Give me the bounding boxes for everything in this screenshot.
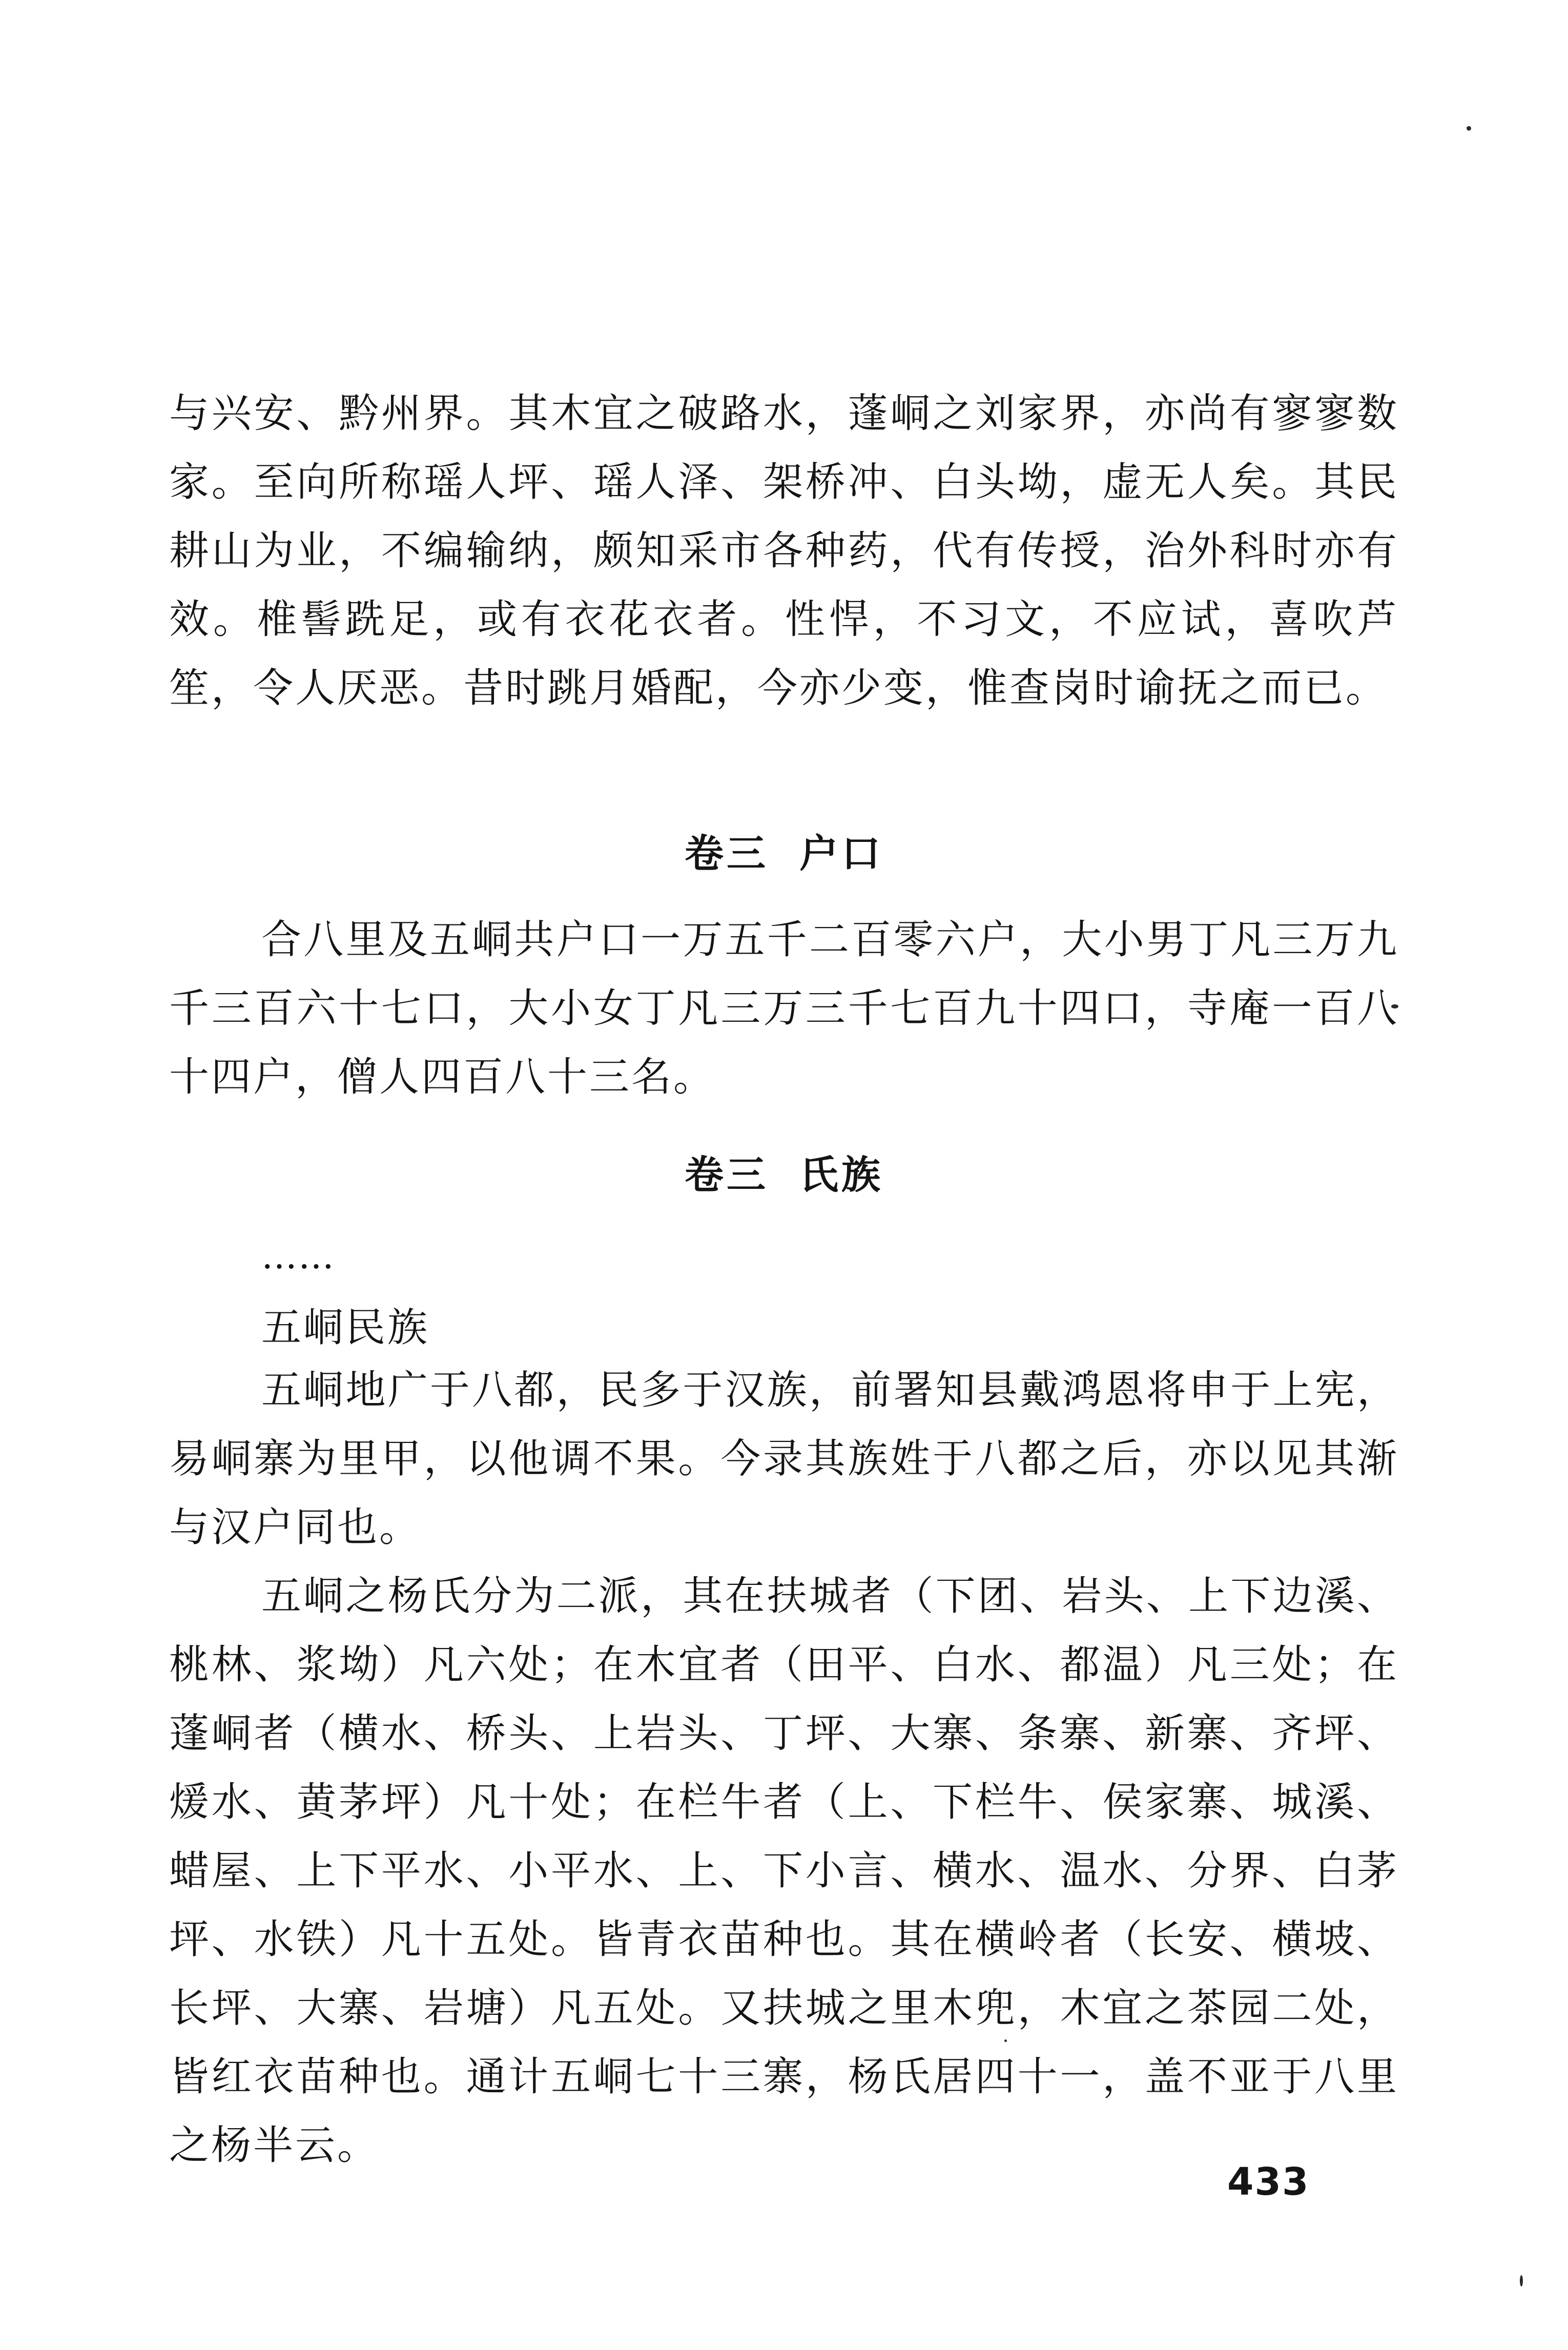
minzu-section xyxy=(169,1356,1399,2180)
heading-minzu-title: 氏族 xyxy=(799,1152,883,1198)
heading-minzu-volume: 卷三 xyxy=(685,1152,769,1198)
scan-speck xyxy=(1467,126,1471,131)
scan-speck xyxy=(1520,2275,1523,2286)
subheading-wudong-minzu: 五峒民族 xyxy=(261,1305,430,1351)
omission-ellipsis: …… xyxy=(261,1235,335,1277)
page-number: 433 xyxy=(1227,2160,1310,2204)
hukou-paragraph: 合八里及五峒共户口一万五千二百零六户，大小男丁凡三万九千三百六十七口，大小女丁凡三万三千七百九十四口，寺庵一百八十四户，僧人四百八十三名。 xyxy=(169,917,1399,1100)
heading-hukou-title: 户口 xyxy=(799,831,883,876)
heading-minzu xyxy=(169,1144,1399,1200)
minzu-paragraph-2: 五峒之杨氏分为二派，其在扶城者（下团、岩头、上下边溪、桃林、浆坳）凡六处；在木宜者（田平、白水、都温）凡三处；在蓬峒者（横水、桥头、上岩头、丁坪、大寨、条寨、新寨、齐坪、煖水、黄茅坪）凡十处；在栏牛者（上、下栏牛、侯家寨、城溪、蜡屋、上下平水、小平水、上、下小言、横水、温水、分界、白茅坪、水铁）凡十五处。皆青衣苗种也。其在横岭者（长安、横坡、长坪、大寨、岩塘）凡五处。又扶城之里木兜，木宜之茶园二处，皆红衣苗种也。通计五峒七十三寨，杨氏居四十一，盖不亚于八里之杨半云。 xyxy=(169,1573,1399,2169)
fangyu-tail-paragraph: 与兴安、黔州界。其木宜之破路水，蓬峒之刘家界，亦尚有寥寥数家。至向所称瑶人坪、瑶人泽、架桥冲、白头坳，虚无人矣。其民耕山为业，不编输纳，颇知采市各种药，代有传授，治外科时亦有效。椎髻跣足，或有衣花衣者。性悍，不习文，不应试，喜吹芦笙，令人厌恶。昔时跳月婚配，今亦少变，惟查岗时谕抚之而已。 xyxy=(169,390,1399,711)
hukou-section xyxy=(169,905,1399,1111)
minzu-paragraph-1: 五峒地广于八都，民多于汉族，前署知县戴鸿恩将申于上宪，易峒寨为里甲，以他调不果。今录其族姓于八都之后，亦以见其渐与汉户同也。 xyxy=(169,1367,1399,1551)
heading-hukou-volume: 卷三 xyxy=(685,831,769,876)
heading-hukou xyxy=(169,822,1399,878)
fangyu-tail-section xyxy=(169,379,1399,723)
